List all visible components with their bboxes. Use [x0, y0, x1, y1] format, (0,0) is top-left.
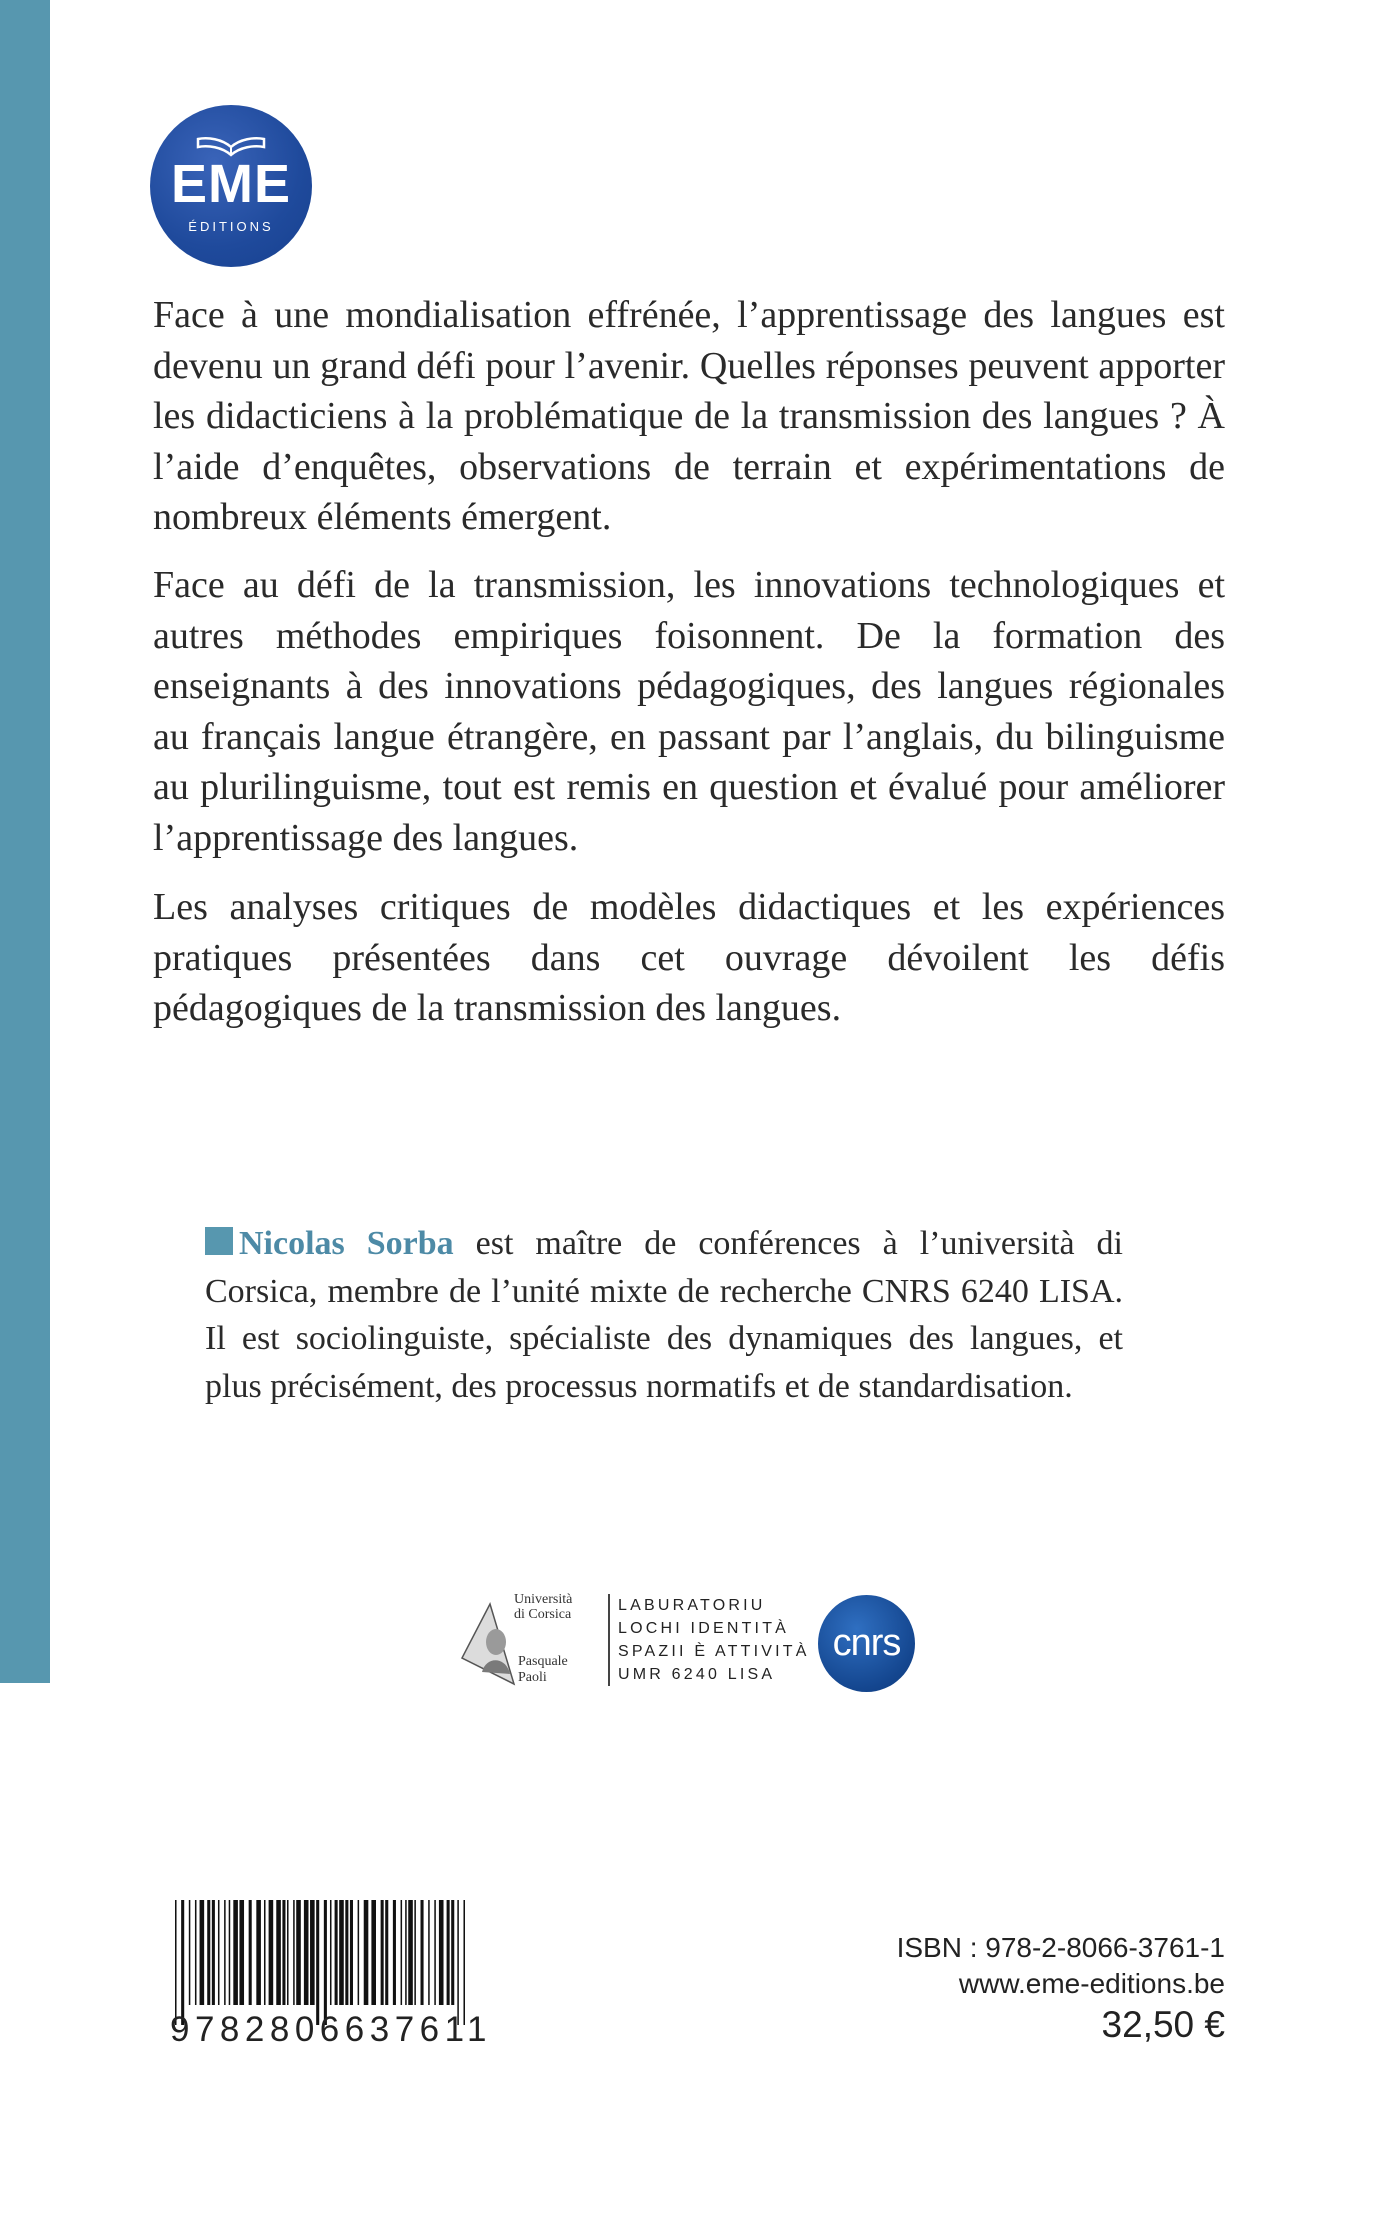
barcode-bar [239, 1900, 244, 2005]
barcode-bar [264, 1900, 266, 2005]
barcode-bar [293, 1900, 295, 2005]
barcode-bar [195, 1900, 197, 2005]
portrait-icon [460, 1602, 516, 1686]
isbn: ISBN : 978-2-8066-3761-1 [896, 1932, 1225, 1963]
barcode-bar [345, 1900, 348, 2005]
partner-logos [460, 1590, 930, 1690]
barcode-bar [421, 1900, 424, 2005]
lab-line: SPAZII È ATTIVITÀ [618, 1643, 810, 1660]
lab-line: UMR 6240 LISA [618, 1666, 776, 1683]
barcode-bar [212, 1900, 215, 2005]
barcode-bar [335, 1900, 338, 2005]
barcode-bar [181, 1900, 184, 2025]
university-name: Università di Corsica [514, 1592, 573, 1622]
barcode-bar [218, 1900, 220, 2005]
barcode-bar [330, 1900, 332, 2005]
barcode-bar [350, 1900, 353, 2005]
lab-line: LOCHI IDENTITÀ [618, 1620, 790, 1637]
barcode-digits: 9782806637611 [170, 2010, 492, 2049]
barcode-bar [324, 1900, 327, 2025]
bullet-square [205, 1227, 233, 1255]
barcode-bar [200, 1900, 205, 2005]
barcode-bar [451, 1900, 454, 2005]
barcode-bar [371, 1900, 376, 2005]
barcode-bar [316, 1900, 319, 2025]
barcode-bar [463, 1900, 465, 2025]
blurb-paragraph-3: Les analyses critiques de modèles didactiques et les expériences pratiques présentées dans cet ouvrage dévoilent les défis pédagogiques de la transmission des langues. [153, 886, 1225, 1029]
barcode-bar [434, 1900, 436, 2005]
barcode-bar [310, 1900, 315, 2005]
barcode-bar [287, 1900, 289, 2005]
barcode-bar [358, 1900, 360, 2005]
barcode-bar [385, 1900, 388, 2005]
eme-editions-logo [150, 105, 312, 267]
lab-name [618, 1594, 810, 1686]
website: www.eme-editions.be [958, 1968, 1225, 1999]
barcode-bar [304, 1900, 309, 2005]
barcode-bar [276, 1900, 281, 2005]
barcode-bar [457, 1900, 459, 2025]
barcode-bar [439, 1900, 444, 2005]
universita-di-corsica-logo [460, 1590, 605, 1690]
lab-line: LABURATORIU [618, 1597, 766, 1614]
barcode-bar [269, 1900, 274, 2005]
barcode-bar [207, 1900, 210, 2005]
blurb-paragraph-1: Face à une mondialisation effrénée, l’apprentissage des langues est devenu un grand défi pour l’avenir. Quelles réponses peuvent apporter les didacticiens à la problématique de la transmission des langues ? À l’aide d’enquêtes, observations de terrain et expérimentations de nombreux éléments émergent. [153, 294, 1225, 538]
barcode-bar [405, 1900, 407, 2005]
barcode-bar [189, 1900, 191, 2005]
barcode-bar [447, 1900, 450, 2005]
author-name: Nicolas Sorba [239, 1225, 454, 1262]
barcode-bar [296, 1900, 301, 2005]
barcode-bar [256, 1900, 261, 2005]
author-bio [205, 1220, 1123, 1410]
side-color-bar [0, 0, 50, 1683]
university-founder: Pasquale Paoli [518, 1654, 568, 1685]
barcode-bar [229, 1900, 231, 2005]
barcode-bar [233, 1900, 238, 2005]
barcode-bar [339, 1900, 344, 2005]
barcode-bar [414, 1900, 416, 2005]
barcode-bar [428, 1900, 430, 2005]
author-bio-text: est maître de conférences à l’università di Corsica, membre de l’unité mixte de recherche CNRS 6240 LISA. Il est sociolinguiste, spécialiste des dynamiques des langues, et plus précisément, des processus normatifs et de standardisation. [205, 1225, 1123, 1405]
barcode-bar [249, 1900, 252, 2005]
barcode-bar [401, 1900, 403, 2005]
logo-subtitle: ÉDITIONS [188, 219, 274, 234]
barcode-bar [224, 1900, 226, 2005]
barcode-bar [381, 1900, 384, 2005]
barcode-bar [364, 1900, 369, 2005]
cnrs-logo: cnrs [818, 1595, 915, 1692]
barcode-bar [282, 1900, 285, 2005]
price: 32,50 € [1101, 2004, 1225, 2045]
logo-name: EME [170, 154, 292, 214]
divider [608, 1594, 610, 1686]
barcode-bar [393, 1900, 396, 2005]
barcode-bar [408, 1900, 413, 2005]
barcode-bar [175, 1900, 177, 2025]
blurb-paragraph-2: Face au défi de la transmission, les innovations technologiques et autres méthodes empiriques foisonnent. De la formation des enseignants à des innovations pédagogiques, des langues régionales au français langue étrangère, en passant par l’anglais, du bilinguisme au plurilinguisme, tout est remis en question et évalué pour améliorer l’apprentissage des langues. [153, 564, 1225, 859]
